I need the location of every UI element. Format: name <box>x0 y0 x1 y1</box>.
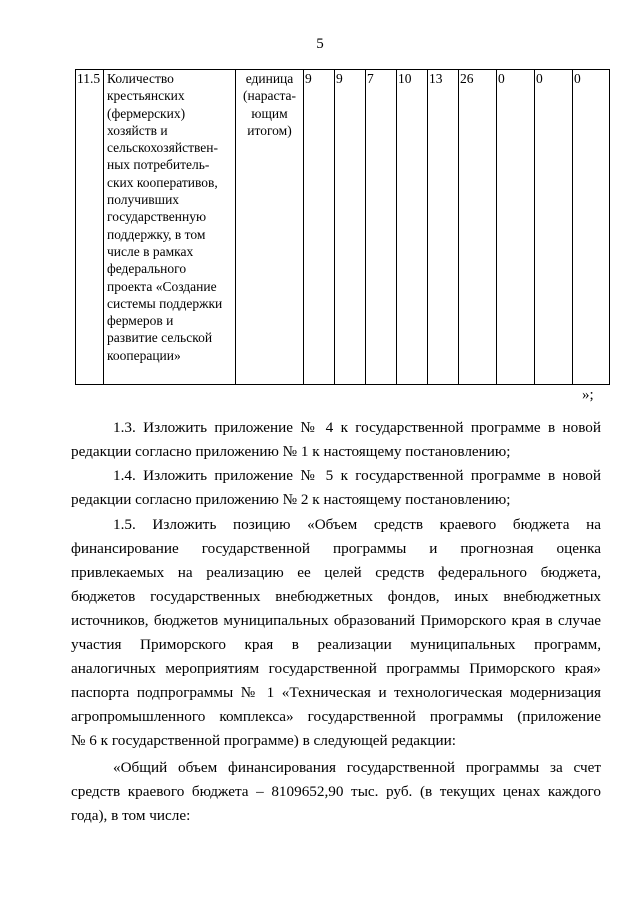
row-number-cell <box>76 70 104 385</box>
text-line: года), в том числе: <box>71 807 191 824</box>
description-line: Количество <box>107 71 174 86</box>
description-line: ных потребитель- <box>107 157 210 173</box>
text-line: № 6 к государственной программе) в следующей редакции: <box>71 732 457 749</box>
description-line: федерального <box>107 261 187 277</box>
paragraph-1-3 <box>71 416 601 464</box>
description-line: ских кооперативов, <box>107 174 218 190</box>
unit-line: единица <box>245 71 294 86</box>
text-line: агропромышленного комплекса» государственной программы (приложение <box>71 708 601 725</box>
text-line: редакции согласно приложению № 1 к настоящему постановлению; <box>71 443 511 460</box>
value-cell: 0 <box>573 70 610 385</box>
unit-cell <box>236 70 304 385</box>
unit-line: ющим <box>251 105 288 121</box>
text-line: аналогичных мероприятиям государственной программы Приморского края» <box>71 660 601 677</box>
paragraph-quote <box>71 756 601 828</box>
description-line: получивших <box>107 192 180 208</box>
value-cell: 0 <box>497 70 535 385</box>
indicator-description-cell <box>104 70 236 385</box>
table-row <box>76 70 610 385</box>
value-cell: 7 <box>366 70 397 385</box>
text-line: 1.3. Изложить приложение № 4 к государственной программе в новой <box>113 419 601 436</box>
value-cell: 13 <box>428 70 459 385</box>
description-line: поддержку, в том <box>107 226 206 242</box>
description-line: числе в рамках <box>107 243 194 259</box>
text-line: привлекаемых на реализацию ее целей средств федерального бюджета, <box>71 564 601 581</box>
unit-line: итогом) <box>247 122 292 138</box>
text-line: средств краевого бюджета – 8109652,90 тыс. руб. (в текущих ценах каждого <box>71 783 601 800</box>
value-cell: 10 <box>397 70 428 385</box>
description-line: сельскохозяйствен- <box>107 140 218 156</box>
description-line: фермеров и <box>107 313 174 329</box>
text-line: паспорта подпрограммы № 1 «Техническая и технологическая модернизация <box>71 684 601 701</box>
description-line: государственную <box>107 209 207 225</box>
table-closing-quote: »; <box>582 387 594 403</box>
description-line: проекта «Создание <box>107 278 217 294</box>
text-line: 1.5. Изложить позицию «Объем средств краевого бюджета на <box>113 516 601 533</box>
description-line: хозяйств и <box>107 122 168 138</box>
text-line: источников, бюджетов муниципальных образований Приморского края в случае <box>71 612 601 629</box>
description-line: кооперации» <box>107 347 181 363</box>
text-line: финансирование государственной программы и прогнозная оценка <box>71 540 601 557</box>
row-number: 11.5 <box>77 71 101 86</box>
description-line: (фермерских) <box>107 105 186 121</box>
paragraph-1-4 <box>71 464 601 512</box>
description-line: системы поддержки <box>107 295 223 311</box>
text-line: «Общий объем финансирования государственной программы за счет <box>113 759 601 776</box>
indicator-table <box>75 69 610 385</box>
description-line: крестьянских <box>107 88 185 104</box>
text-line: бюджетов государственных внебюджетных фондов, иных внебюджетных <box>71 588 601 605</box>
value-cell: 9 <box>304 70 335 385</box>
value-cell: 26 <box>459 70 497 385</box>
unit-line: (нараста- <box>243 88 296 104</box>
text-line: 1.4. Изложить приложение № 5 к государственной программе в новой <box>113 467 601 484</box>
description-line: развитие сельской <box>107 330 213 346</box>
page-number: 5 <box>316 36 324 52</box>
text-line: участия Приморского края в реализации муниципальных программ, <box>71 636 601 653</box>
value-cell: 0 <box>535 70 573 385</box>
paragraph-1-5 <box>71 513 601 753</box>
value-cell: 9 <box>335 70 366 385</box>
text-line: редакции согласно приложению № 2 к настоящему постановлению; <box>71 491 511 508</box>
